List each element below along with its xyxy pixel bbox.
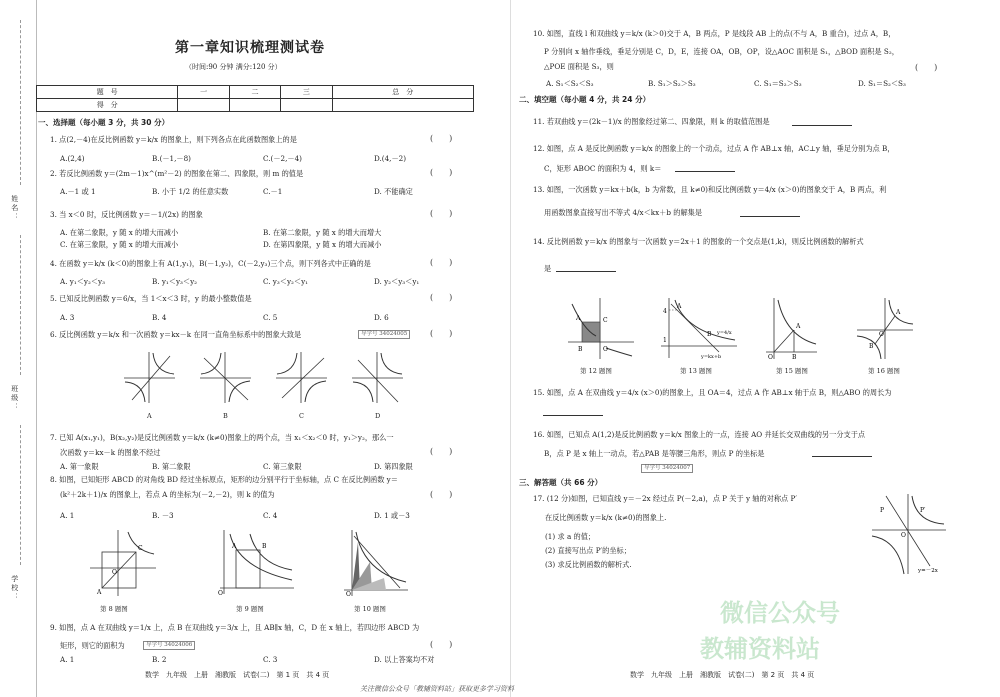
graph-label: D [375, 412, 381, 420]
question-6: 6. 反比例函数 y＝k/x 和一次函数 y＝kx－k 在同一直角坐标系中的图象大致是 [50, 330, 302, 339]
svg-text:B: B [578, 346, 583, 353]
answer-paren: ( ) [430, 490, 453, 499]
question-7: 7. 已知 A(x₁,y₁)，B(x₂,y₂)是反比例函数 y＝k/x (k≠0)图象上的两个点，当 x₁＜x₂＜0 时，y₁＞y₂，那么一 [50, 433, 394, 442]
page-footer: 数学 九年级 上册 湘教版 试卷(二) 第 2 页 共 4 页 [630, 671, 815, 679]
svg-text:A: A [232, 543, 237, 550]
option: B. S₁＞S₂＞S₃ [648, 79, 696, 88]
q6-graph-c [274, 350, 329, 405]
option: A. y₁＜y₂＜y₃ [60, 277, 105, 286]
option: C. 4 [263, 511, 278, 520]
score-table-cell: 得 分 [37, 99, 178, 112]
answer-blank[interactable] [792, 118, 852, 126]
graph-label: A [147, 412, 152, 420]
figure-q13 [655, 296, 740, 361]
svg-text:A: A [677, 303, 682, 310]
question-4: 4. 在函数 y＝k/x (k＜0)的图象上有 A(1,y₁)，B(－1,y₂)，C(－2,y₃)三个点，则下列各式中正确的是 [50, 259, 371, 268]
option: C.(－2,－4) [263, 154, 302, 163]
answer-blank[interactable] [740, 209, 800, 217]
answer-paren: ( ) [430, 209, 453, 218]
sub-question: (3) 求反比例函数的解析式. [545, 560, 632, 569]
option: D. y₂＜y₃＜y₁ [374, 277, 420, 286]
answer-paren: ( ) [430, 293, 453, 302]
svg-text:O: O [218, 590, 223, 597]
q6-graph-d [350, 350, 405, 405]
option: B. 小于 1/2 的任意实数 [152, 187, 229, 196]
question-8-cont: (k²＋2k＋1)/x 的图象上，若点 A 的坐标为(－2,－2)，则 k 的值为 [60, 490, 275, 499]
figure-q16 [855, 296, 915, 361]
page-divider [510, 0, 511, 697]
option: A. 1 [60, 655, 75, 664]
figure-q12 [566, 296, 636, 361]
svg-text:y=4/x: y=4/x [717, 330, 732, 336]
option: B. 4 [152, 313, 167, 322]
question-8: 8. 如图，已知矩形 ABCD 的对角线 BD 经过坐标原点，矩形的边分别平行于坐标轴，点 C 在反比例函数 y＝ [50, 475, 398, 484]
option: A. 在第二象限，y 随 x 的增大而减小 [60, 228, 179, 237]
question-2: 2. 若反比例函数 y＝(2m－1)x^(m²－2) 的图象在第二、四象限，则 m 的值是 [50, 169, 304, 178]
option: A. 3 [60, 313, 75, 322]
option: B.(－1,－8) [152, 154, 191, 163]
watermark: 教辅资料站 [700, 635, 820, 663]
question-10-cont: △POE 面积是 S₃，则 [544, 62, 614, 71]
sub-question: (2) 直接写出点 P′的坐标； [545, 546, 631, 555]
score-entry-cell[interactable] [281, 99, 332, 112]
question-11: 11. 若双曲线 y＝(2k－1)/x 的图象经过第二、四象限，则 k 的取值范围是 [533, 117, 770, 126]
binding-margin [0, 0, 37, 697]
svg-text:P: P [880, 507, 885, 514]
svg-text:O: O [768, 354, 773, 361]
answer-blank[interactable] [543, 408, 603, 416]
svg-text:1: 1 [663, 337, 667, 344]
option: B. 第二象限 [152, 462, 191, 471]
option: D. 在第四象限，y 随 x 的增大而减小 [263, 240, 382, 249]
answer-paren: ( ) [430, 447, 453, 456]
option: A.－1 或 1 [60, 187, 96, 196]
figure-caption: 第 8 题图 [100, 605, 128, 613]
sub-question: (1) 求 a 的值； [545, 532, 596, 541]
question-9-cont: 矩形，则它的面积为 [60, 641, 125, 650]
option: B. －3 [152, 511, 174, 520]
question-10: 10. 如图，直线 l 和双曲线 y＝k/x (k＞0)交于 A，B 两点，P 是线段 AB 上的点(不与 A，B 重合)，过点 A，B， [533, 29, 896, 38]
answer-paren: ( ) [430, 258, 453, 267]
question-15: 15. 如图，点 A 在双曲线 y＝4/x (x＞0)的图象上，且 OA＝4，过点 A 作 AB⊥x 轴于点 B，则△ABO 的周长为 [533, 388, 892, 397]
svg-text:4: 4 [663, 308, 667, 315]
figure-caption: 第 16 题图 [868, 367, 900, 375]
question-17-cont: 在反比例函数 y＝k/x (k≠0)的图象上. [545, 513, 667, 522]
svg-text:B: B [262, 543, 267, 550]
option: A.(2,4) [60, 154, 85, 163]
score-table-cell: 一 [178, 86, 229, 99]
guide-tag: 导学号 34024005 [358, 330, 410, 339]
question-12-cont: C，矩形 ABOC 的面积为 4，则 k＝ [544, 164, 662, 173]
class-label: 班级： [10, 385, 19, 412]
page-footer: 数学 九年级 上册 湘教版 试卷(二) 第 1 页 共 4 页 [145, 671, 330, 679]
svg-text:O: O [901, 532, 906, 539]
q6-graph-b [198, 350, 253, 405]
option: A. 1 [60, 511, 75, 520]
svg-text:O: O [112, 569, 117, 576]
score-table-cell: 三 [281, 86, 332, 99]
q6-graph-a [122, 350, 177, 405]
figure-caption: 第 15 题图 [776, 367, 808, 375]
guide-tag: 导学号 34024006 [143, 641, 195, 650]
question-17: 17. (12 分)如图，已知直线 y＝－2x 经过点 P(－2,a)，点 P 关于 y 轴的对称点 P′ [533, 494, 797, 503]
svg-text:O: O [603, 346, 608, 353]
question-13: 13. 如图，一次函数 y＝kx＋b(k，b 为常数，且 k≠0)和反比例函数 y＝4/x (x＞0)的图象交于 A，B 两点，利 [533, 185, 887, 194]
option: C. 第三象限 [263, 462, 302, 471]
figure-q8 [88, 528, 158, 598]
graph-label: C [299, 412, 304, 420]
answer-paren: ( ) [430, 134, 453, 143]
answer-blank[interactable] [675, 164, 735, 172]
question-7-cont: 次函数 y＝kx－k 的图象不经过 [60, 448, 161, 457]
svg-text:O: O [879, 331, 884, 338]
score-entry-cell[interactable] [332, 99, 473, 112]
cut-line [20, 235, 21, 375]
question-13-cont: 用函数图象直接写出不等式 4/x＜kx＋b 的解集是 [544, 208, 703, 217]
section-heading: 一、选择题（每小题 3 分，共 30 分） [38, 118, 170, 127]
figure-caption: 第 9 题图 [236, 605, 264, 613]
option: D. 不能确定 [374, 187, 413, 196]
figure-q15 [764, 296, 819, 361]
section-heading: 二、填空题（每小题 4 分，共 24 分） [519, 95, 651, 104]
option: C. 在第三象限，y 随 x 的增大而减小 [60, 240, 179, 249]
svg-text:A: A [796, 323, 801, 330]
answer-blank[interactable] [556, 264, 616, 272]
option: C. S₁＝S₂＞S₃ [754, 79, 802, 88]
graph-label: B [223, 412, 228, 420]
figure-q10 [340, 528, 410, 598]
svg-text:A: A [576, 315, 581, 322]
option: D. 1 或－3 [374, 511, 410, 520]
question-12: 12. 如图，点 A 是反比例函数 y＝k/x 的图象上的一个动点，过点 A 作 AB⊥x 轴，AC⊥y 轴，垂足分别为点 B， [533, 144, 895, 153]
bottom-note: 关注微信公众号「教辅资料站」获取更多学习资料 [360, 685, 514, 693]
svg-text:B: B [869, 343, 874, 350]
option: B. 2 [152, 655, 167, 664]
line-label: y=－2x [918, 568, 938, 574]
time-score-info: （时间:90 分钟 满分:120 分） [185, 63, 282, 71]
score-entry-cell[interactable] [178, 99, 229, 112]
score-table-cell: 题 号 [37, 86, 178, 99]
answer-blank[interactable] [812, 449, 872, 457]
figure-caption: 第 10 题图 [354, 605, 386, 613]
question-14-cont: 是 [544, 264, 552, 273]
score-entry-cell[interactable] [229, 99, 280, 112]
svg-text:O: O [346, 591, 351, 598]
svg-text:A: A [97, 589, 102, 596]
svg-text:A: A [896, 309, 901, 316]
guide-tag: 导学号 34024007 [641, 464, 693, 473]
section-heading: 三、解答题（共 66 分） [519, 478, 603, 487]
score-table [36, 85, 474, 112]
name-label: 姓名： [10, 195, 19, 222]
question-14: 14. 反比例函数 y＝k/x 的图象与一次函数 y＝2x＋1 的图象的一个交点是(1,k)，则反比例函数的解析式 [533, 237, 864, 246]
option: C. 5 [263, 313, 278, 322]
cut-line [20, 20, 21, 185]
option: D. 以上答案均不对 [374, 655, 435, 664]
page-title: 第一章知识梳理测试卷 [175, 40, 325, 56]
option: A. S₁＜S₂＜S₃ [546, 79, 594, 88]
figure-caption: 第 13 题图 [680, 367, 712, 375]
svg-text:B: B [792, 354, 797, 361]
option: D.(4,－2) [374, 154, 407, 163]
answer-paren: ( ) [430, 329, 453, 338]
figure-q9 [212, 528, 297, 598]
option: B. y₁＜y₃＜y₂ [152, 277, 198, 286]
question-9: 9. 如图，点 A 在双曲线 y＝1/x 上，点 B 在双曲线 y＝3/x 上，且 AB∥x 轴，C，D 在 x 轴上，若四边形 ABCD 为 [50, 623, 420, 632]
answer-paren: ( ) [915, 63, 938, 72]
option: B. 在第二象限，y 随 x 的增大而增大 [263, 228, 382, 237]
option: C.－1 [263, 187, 283, 196]
option: D. S₁＝S₂＜S₃ [858, 79, 906, 88]
svg-text:C: C [138, 545, 143, 552]
answer-paren: ( ) [430, 168, 453, 177]
svg-text:P′: P′ [920, 507, 926, 514]
answer-paren: ( ) [430, 640, 453, 649]
option: A. 第一象限 [60, 462, 99, 471]
watermark: 微信公众号 [720, 599, 840, 627]
svg-text:C: C [603, 317, 608, 324]
question-16: 16. 如图，已知点 A(1,2)是反比例函数 y＝k/x 图象上的一点，连接 AO 并延长交双曲线的另一分支于点 [533, 430, 866, 439]
score-table-cell: 总 分 [332, 86, 473, 99]
option: C. 3 [263, 655, 278, 664]
school-label: 学校： [10, 575, 19, 602]
figure-q17 [868, 492, 948, 577]
question-16-cont: B，点 P 是 x 轴上一动点，若△PAB 是等腰三角形，则点 P 的坐标是 [544, 449, 765, 458]
question-5: 5. 已知反比例函数 y＝6/x，当 1＜x＜3 时，y 的最小整数值是 [50, 294, 252, 303]
option: D. 6 [374, 313, 389, 322]
option: D. 第四象限 [374, 462, 413, 471]
question-3: 3. 当 x＜0 时，反比例函数 y＝－1/(2x) 的图象 [50, 210, 203, 219]
option: C. y₃＜y₂＜y₁ [263, 277, 309, 286]
svg-text:B: B [707, 331, 712, 338]
question-1: 1. 点(2,－4)在反比例函数 y＝k/x 的图象上，则下列各点在此函数图象上的是 [50, 135, 297, 144]
cut-line [20, 425, 21, 565]
question-10-cont: P 分别向 x 轴作垂线，垂足分别是 C，D，E，连接 OA，OB，OP，设△AOC 面积是 S₁，△BOD 面积是 S₂， [544, 47, 899, 56]
figure-caption: 第 12 题图 [580, 367, 612, 375]
svg-text:y=kx+b: y=kx+b [701, 354, 722, 360]
score-table-cell: 二 [229, 86, 280, 99]
